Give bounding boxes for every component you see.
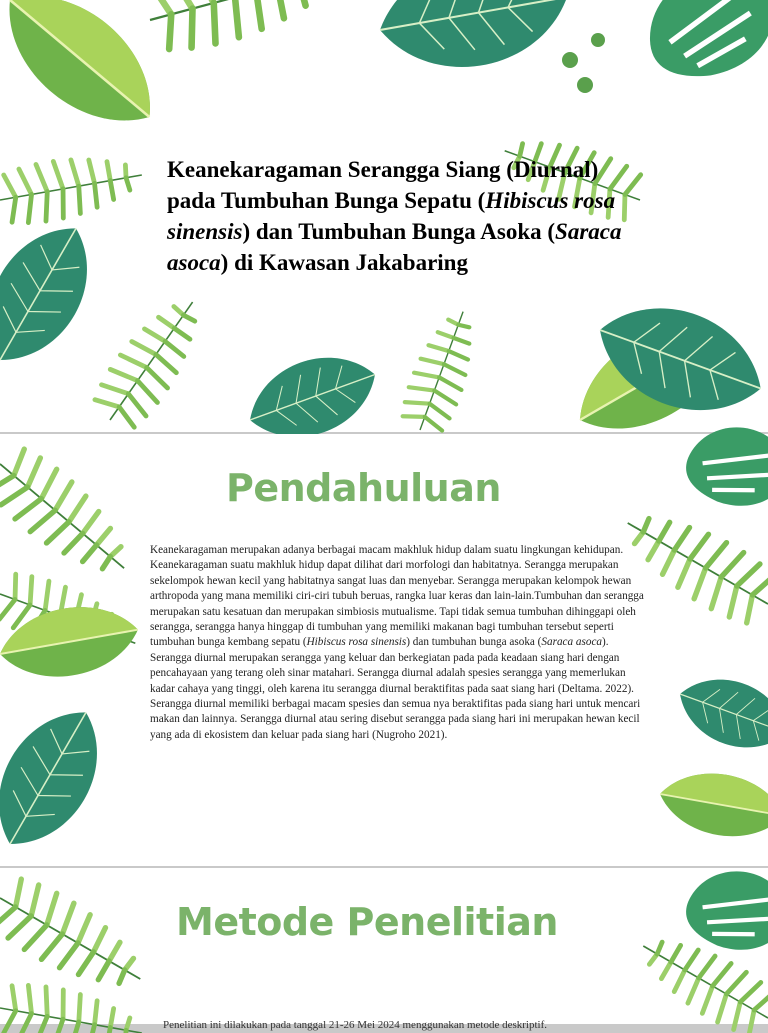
presentation-title bbox=[167, 154, 627, 278]
paragraph: Serangga diurnal memiliki berbagai macam spesies dan semua nya beraktifitas pada siang hari untuk mencari makan dan lainnya. Serangga diurnal atau sering disebut serangga pada siang hari ini merupakan hewan kecil yang ada di ekosistem dan keluar pada siang hari (Nugroho 2021). bbox=[150, 698, 641, 741]
paragraph: Penelitian ini dilakukan pada tanggal 21-26 Mei 2024 menggunakan metode deskriptif. bbox=[163, 1019, 547, 1031]
species-name: Hibiscus rosa sinensis bbox=[306, 636, 407, 649]
species-name: Saraca asoca bbox=[541, 636, 603, 649]
title-slide bbox=[0, 0, 768, 432]
title-italic-2: Saraca asoca bbox=[167, 219, 622, 275]
section-heading: Metode Penelitian bbox=[176, 900, 558, 944]
introduction-slide bbox=[0, 434, 768, 866]
section-heading: Pendahuluan bbox=[226, 466, 501, 510]
title-text-3: ) di Kawasan Jakabaring bbox=[220, 250, 468, 275]
paragraph-text: Keanekaragaman merupakan adanya berbagai macam makhluk hidup dalam suatu lingkungan kehidupan. Keanekaragaman suatu makhluk hidup dapat dilihat dari morfologi dan habitatnya. Serangga merupakan sekelompok hewan kecil yang habitatnya sangat luas dan menyebar. Serangga merupakan kelompok hewan arthropoda yang mana memiliki ciri-ciri tubuh beruas, rangka luar keras dan lain-lain.Tumbuhan dan serangga merupakan satu kesatuan dan merupakan simbiosis mutualisme. Tapi tidak semua tumbuhan dihinggapi oleh serangga, serangga hanya hinggap di tumbuhan yang memiliki makanan bagi tumbuhan tersebut seperti tumbuhan bunga kembang sepatu ( bbox=[150, 544, 644, 649]
method-body-clipped bbox=[163, 1017, 623, 1031]
title-text-2: ) dan Tumbuhan Bunga Asoka ( bbox=[242, 219, 556, 244]
title-text-1: Keanekaragaman Serangga Siang (Diurnal) pada Tumbuhan Bunga Sepatu ( bbox=[167, 157, 599, 213]
method-slide bbox=[0, 868, 768, 1031]
leaf-border-decoration bbox=[0, 868, 768, 1024]
introduction-body bbox=[150, 543, 648, 743]
title-italic-1: Hibiscus rosa sinensis bbox=[167, 188, 616, 244]
paragraph bbox=[150, 543, 648, 697]
paragraph-text: ) dan tumbuhan bunga asoka ( bbox=[406, 636, 542, 649]
paragraph-text: ). Serangga diurnal merupakan serangga yang keluar dan berkegiatan pada pada keadaan siang hari dengan pencahayaan yang terang oleh sinar matahari. Serangga diurnal adalah spesies serangga yang memerlukan kadar cahaya yang tinggi, oleh karena itu serangga diurnal beraktifitas pada saat siang hari (Deltama. 2022). bbox=[150, 636, 634, 695]
